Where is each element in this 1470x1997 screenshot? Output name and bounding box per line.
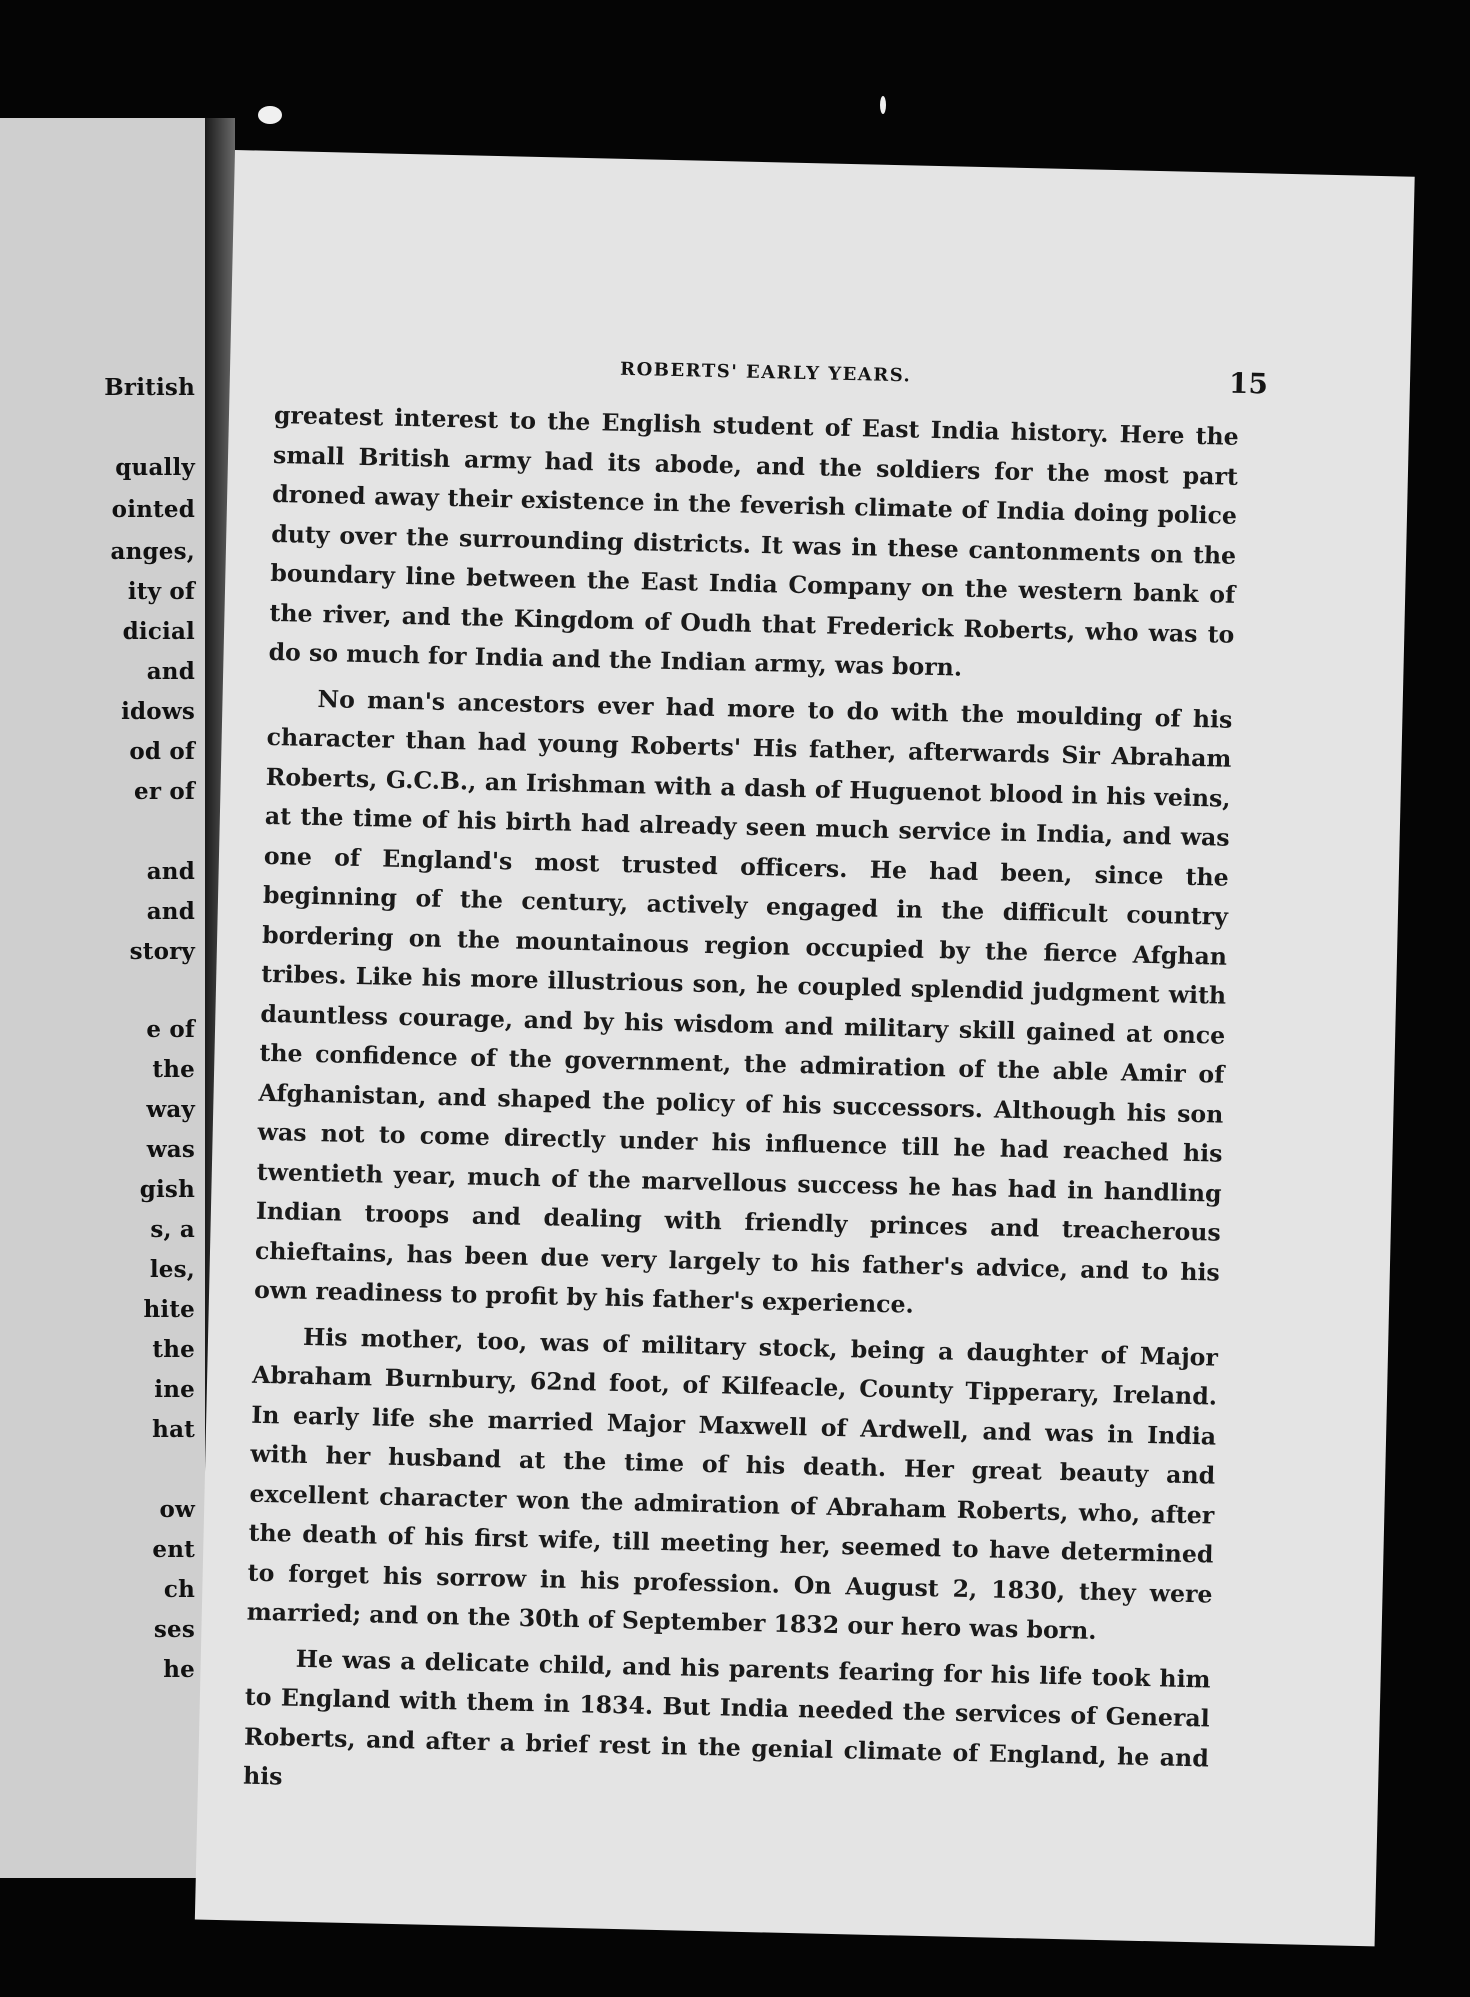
left-page-line: idows [121, 698, 195, 725]
left-page-line: anges, [110, 538, 195, 565]
left-page-line: and [146, 898, 195, 925]
paragraph: greatest interest to the English student of East India history. Here the small British army had its abode, and the soldiers for the most part droned away their existence in the feverish climate of India doing police duty over the surrounding districts. It was in these cantonments on the boundary line between the East India Company on the western bank of the river, and the Kingdom of Oudh that Frederick Roberts, who was to do so much for India and the Indian army, was born. [268, 400, 1240, 682]
left-page-line: story [129, 938, 195, 965]
body-text [243, 396, 1240, 1824]
left-page-line: ch [163, 1576, 195, 1603]
paragraph: No man's ancestors ever had more to do with the moulding of his character than had young Roberts' His father, afterwards Sir Abraham Roberts, G.C.B., an Irishman with a dash of Huguenot blood in his veins, at the time of his birth had already seen much service in India, and was one of England's most trusted officers. He had been, since the beginning of the century, actively engaged in the difficult country bordering on the mountainous region occupied by the fierce Afghan tribes. Like his more illustrious son, he coupled splendid judgment with dauntless courage, and by his wisdom and military skill gained at once the confidence of the government, the admiration of the able Amir of Afghanistan, and shaped the policy of his successors. Although his son was not to come directly under his influence till he had reached his twentieth year, much of the marvellous success he has had in handling Indian troops and dealing with friendly princes and treacherous chieftains, has been due very largely to his father's advice, and to his own readiness to profit by his father's experience. [253, 684, 1233, 1319]
left-page-line: qually [115, 454, 195, 481]
left-page-line: ses [153, 1616, 195, 1643]
left-page-line: e of [146, 1016, 195, 1043]
running-title: ROBERTS' EARLY YEARS. [619, 358, 912, 387]
left-page-line: gish [139, 1176, 195, 1203]
left-page-line: was [146, 1136, 195, 1163]
left-page-line: ointed [111, 496, 195, 523]
left-page-line: British [104, 374, 195, 401]
left-page-line: ent [152, 1536, 195, 1563]
left-page-line: ity of [127, 578, 195, 605]
left-page-line: hite [143, 1296, 195, 1323]
left-page-line: er of [134, 778, 195, 805]
page-number: 15 [1228, 366, 1269, 401]
left-page-line: od of [129, 738, 195, 765]
left-page-line: and [146, 658, 195, 685]
scan-speck [258, 106, 282, 124]
left-page-line: ine [154, 1376, 195, 1403]
left-page-line: way [146, 1096, 195, 1123]
left-page-line: dicial [122, 618, 195, 645]
left-page-line: and [146, 858, 195, 885]
left-page-line: hat [152, 1416, 195, 1443]
paragraph: His mother, too, was of military stock, being a daughter of Major Abraham Burnbury, 62nd foot, of Kilfeacle, County Tipperary, Ireland. In early life she married Major Maxwell of Ardwell, and was in India with her husband at the time of his death. Her great beauty and excellent character won the admiration of Abraham Roberts, who, after the death of his first wife, till meeting her, seemed to have determined to forget his sorrow in his profession. On August 2, 1830, they were married; and on the 30th of September 1832 our hero was born. [246, 1322, 1219, 1645]
scan-speck [880, 96, 886, 114]
left-page-line: les, [149, 1256, 195, 1283]
paragraph: He was a delicate child, and his parents fearing for his life took him to England with them in 1834. But India needed the services of General Roberts, and after a brief rest in the genial climate of England, he and his [242, 1644, 1211, 1791]
left-page-line: the [152, 1056, 195, 1083]
book-page [195, 150, 1415, 1946]
previous-page-fragment [0, 118, 205, 1878]
left-page-line: s, a [150, 1216, 195, 1243]
left-page-line: ow [159, 1496, 195, 1523]
left-page-line: the [152, 1336, 195, 1363]
left-page-line: he [163, 1656, 195, 1683]
